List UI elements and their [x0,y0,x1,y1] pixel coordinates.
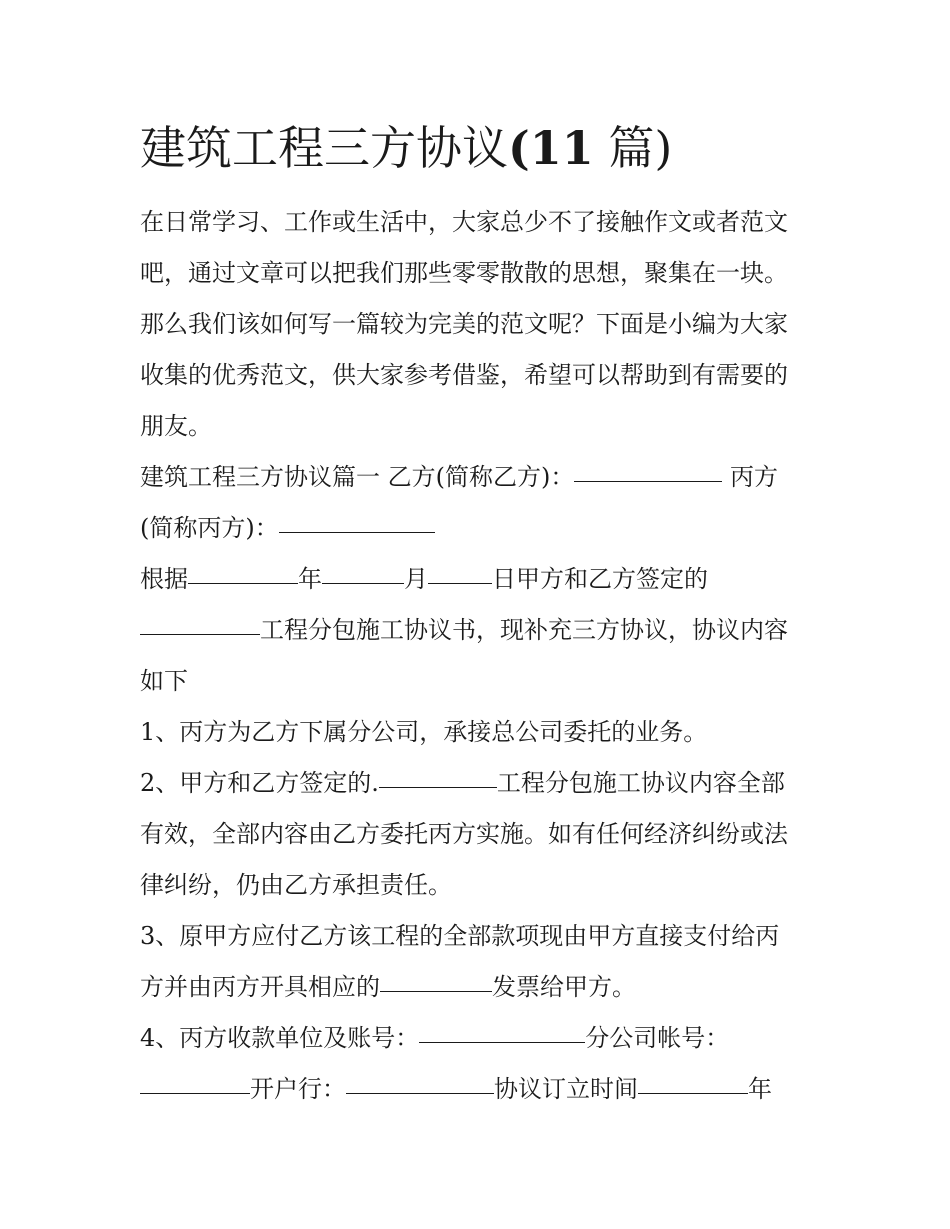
text-span: 收集的优秀范文，供大家参考借鉴，希望可以帮助到有需要的 [140,361,788,389]
paragraph-line [140,299,820,350]
text-span: 建筑工程三方协议篇一 乙方(简称乙方)： [140,463,575,491]
paragraph-line [140,452,820,503]
fill-in-blank [140,633,260,635]
text-span: (简称丙方)： [140,514,279,542]
title-paren-open: ( [508,121,530,175]
text-span: 2、甲方和乙方签定的. [140,769,379,797]
text-span: 发票给甲方。 [492,973,636,1001]
text-span: 分公司帐号： [585,1024,730,1052]
fill-in-blank [638,1092,748,1094]
text-span: 年 [298,565,322,593]
paragraph-line [140,707,820,758]
text-span: 年 [748,1075,772,1103]
title-main: 建筑工程三方协议 [140,121,508,175]
fill-in-blank [346,1092,494,1094]
paragraph-line [140,554,820,605]
document-title [140,118,672,178]
paragraph-line [140,350,820,401]
text-span: 朋友。 [140,412,212,440]
paragraph-line [140,248,820,299]
fill-in-blank [279,531,435,533]
document-body [140,197,820,1115]
fill-in-blank [574,480,722,482]
text-span: 那么我们该如何写一篇较为完美的范文呢？下面是小编为大家 [140,310,788,338]
paragraph-line [140,605,820,656]
text-span: 如下 [140,667,188,695]
paragraph-line [140,860,820,911]
title-suffix: 篇) [593,121,673,175]
text-span: 在日常学习、工作或生活中，大家总少不了接触作文或者范文 [140,208,788,236]
paragraph-line [140,1064,820,1115]
text-span: 根据 [140,565,188,593]
text-span: 协议订立时间 [494,1075,638,1103]
paragraph-line [140,503,820,554]
text-span: 方并由丙方开具相应的 [140,973,380,1001]
text-span: 丙方 [722,463,778,491]
paragraph-line [140,809,820,860]
fill-in-blank [379,786,497,788]
text-span: 工程分包施工协议内容全部 [496,769,785,797]
paragraph-line [140,962,820,1013]
text-span: 3、原甲方应付乙方该工程的全部款项现由甲方直接支付给丙 [140,922,780,950]
text-span: 1、丙方为乙方下属分公司，承接总公司委托的业务。 [140,718,708,746]
paragraph-line [140,401,820,452]
text-span: 吧，通过文章可以把我们那些零零散散的思想，聚集在一块。 [140,259,788,287]
fill-in-blank [322,582,404,584]
paragraph-line [140,197,820,248]
text-span: 律纠纷，仍由乙方承担责任。 [140,871,452,899]
fill-in-blank [380,990,492,992]
fill-in-blank [188,582,298,584]
fill-in-blank [140,1092,250,1094]
text-span: 4、丙方收款单位及账号： [140,1024,420,1052]
text-span: 工程分包施工协议书，现补充三方协议，协议内容 [260,616,788,644]
paragraph-line [140,911,820,962]
title-count: 11 [529,121,594,175]
fill-in-blank [419,1041,585,1043]
paragraph-line [140,1013,820,1064]
paragraph-line [140,758,820,809]
paragraph-line [140,656,820,707]
text-span: 有效，全部内容由乙方委托丙方实施。如有任何经济纠纷或法 [140,820,788,848]
text-span: 日甲方和乙方签定的 [492,565,708,593]
text-span: 月 [404,565,428,593]
fill-in-blank [428,582,492,584]
text-span: 开户行： [250,1075,346,1103]
